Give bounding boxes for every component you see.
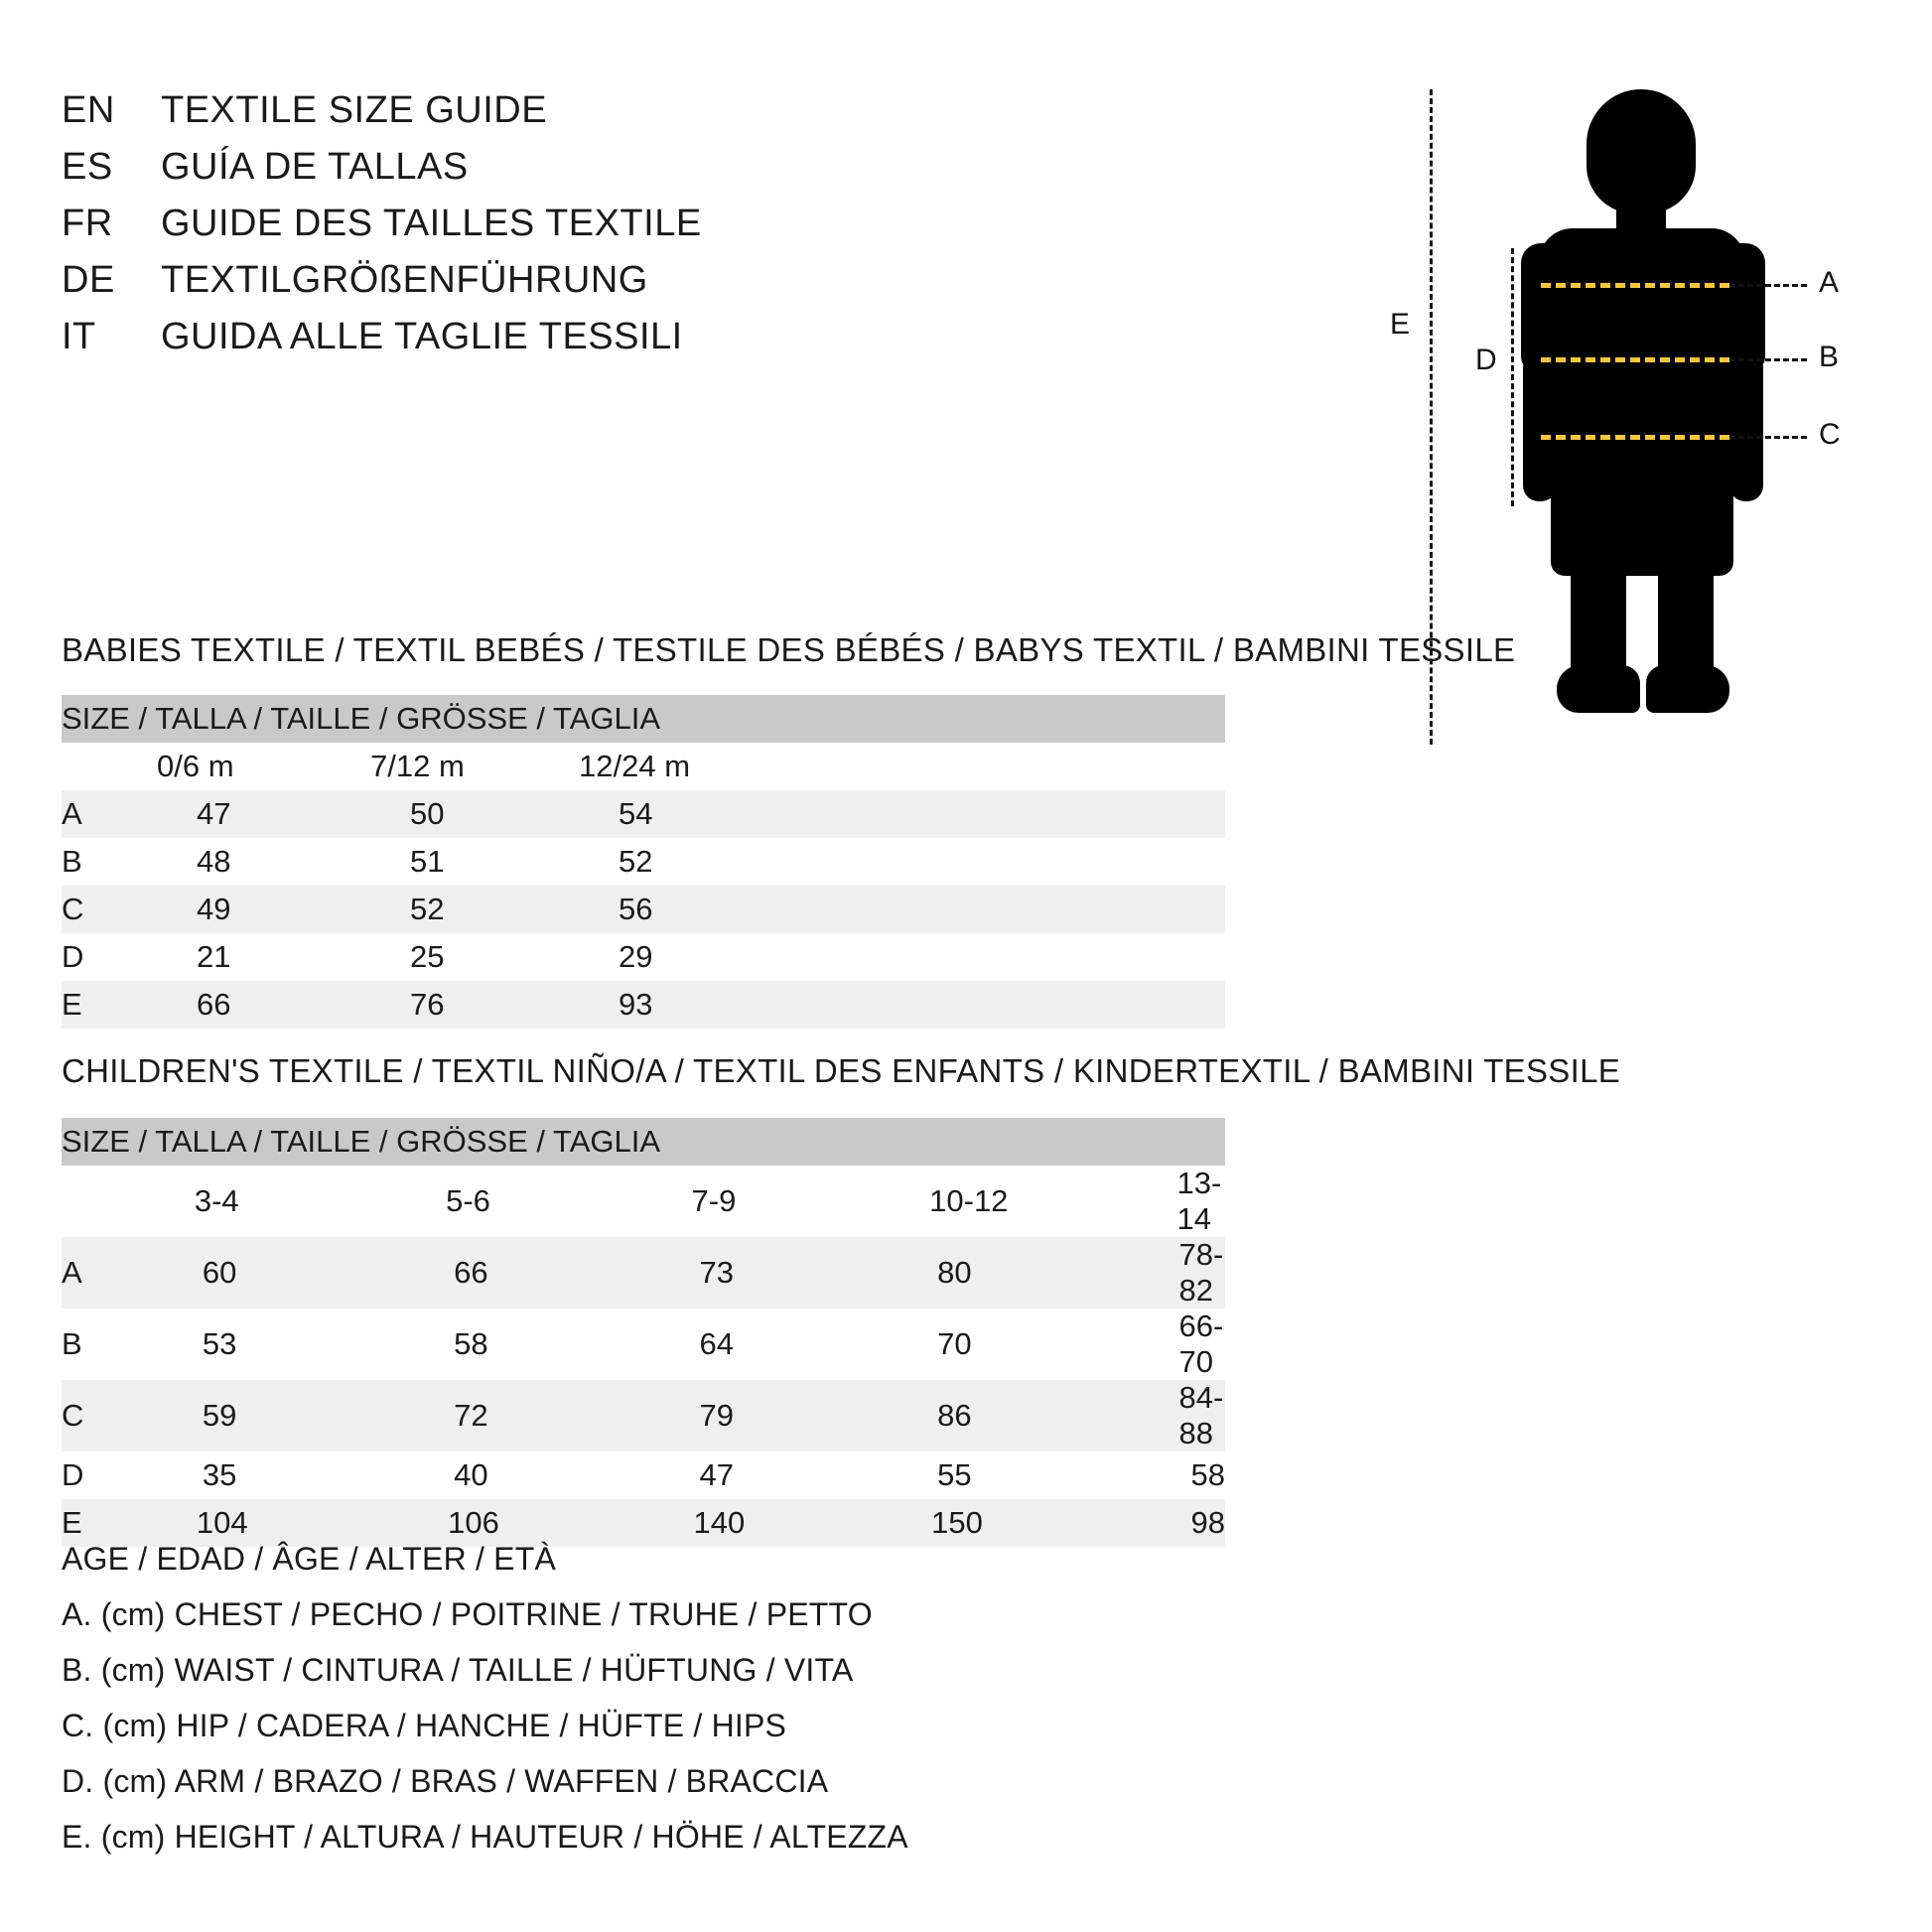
babies-cell: 21 [157, 933, 370, 981]
diagram-label-b: B [1819, 341, 1840, 373]
language-row [62, 89, 1154, 146]
legend-line-b: B. (cm) WAIST / CINTURA / TAILLE / HÜFTUNG / VITA [62, 1652, 854, 1688]
children-cell: 70 [890, 1309, 1137, 1380]
children-table-band-label: SIZE / TALLA / TAILLE / GRÖSSE / TAGLIA [62, 1118, 1225, 1166]
language-row [62, 203, 1154, 259]
children-cell: 86 [890, 1380, 1137, 1451]
silhouette-shorts-gap [1499, 69, 1523, 115]
children-row-label: C [62, 1380, 155, 1451]
silhouette-arm-right [1729, 352, 1763, 501]
diagram-label-d: D [1475, 344, 1497, 376]
children-row-label: A [62, 1237, 155, 1309]
children-cell: 64 [652, 1309, 891, 1380]
hip-measure-line [1541, 435, 1729, 440]
language-code: EN [62, 89, 115, 131]
children-cell: 53 [155, 1309, 406, 1380]
language-title: TEXTILE SIZE GUIDE [161, 89, 548, 131]
children-cell: 84-88 [1138, 1380, 1225, 1451]
children-cell: 140 [652, 1499, 891, 1547]
children-cell: 66-70 [1138, 1309, 1225, 1380]
children-size-table [62, 1118, 1225, 1547]
silhouette-shoe-right [1646, 665, 1729, 713]
children-cell: 78-82 [1138, 1237, 1225, 1309]
babies-column-header: 7/12 m [370, 743, 579, 790]
language-code: IT [62, 316, 96, 357]
babies-cell: 49 [157, 886, 370, 933]
table-row [62, 1309, 1225, 1380]
children-table-band-row [62, 1118, 1225, 1166]
babies-column-header: 0/6 m [157, 743, 370, 790]
waist-measure-line [1541, 357, 1729, 362]
children-cell: 59 [155, 1380, 406, 1451]
babies-cell: 54 [579, 790, 1225, 838]
language-code: FR [62, 203, 113, 244]
children-cell: 104 [155, 1499, 406, 1547]
children-cell: 58 [1138, 1451, 1225, 1499]
children-column-header: 5-6 [406, 1166, 651, 1237]
table-row [62, 886, 1225, 933]
children-table-column-row [62, 1166, 1225, 1237]
children-cell: 72 [406, 1380, 651, 1451]
babies-cell: 56 [579, 886, 1225, 933]
babies-cell: 66 [157, 981, 370, 1029]
babies-cell: 51 [370, 838, 579, 886]
babies-cell: 29 [579, 933, 1225, 981]
table-row [62, 1237, 1225, 1309]
language-title: GUIDA ALLE TAGLIE TESSILI [161, 316, 683, 357]
children-cell: 35 [155, 1451, 406, 1499]
babies-cell: 50 [370, 790, 579, 838]
chest-leader-line [1729, 284, 1807, 287]
measurement-legend [62, 1541, 1451, 1874]
children-cell: 60 [155, 1237, 406, 1309]
language-title: GUIDE DES TAILLES TEXTILE [161, 203, 702, 244]
silhouette-head [1587, 89, 1696, 213]
babies-column-corner [62, 743, 157, 790]
babies-table-column-row [62, 743, 1225, 790]
language-title-block [62, 89, 1154, 372]
babies-row-label: A [62, 790, 157, 838]
children-column-header: 3-4 [155, 1166, 406, 1237]
babies-cell: 47 [157, 790, 370, 838]
babies-cell: 52 [370, 886, 579, 933]
children-column-header: 13-14 [1138, 1166, 1225, 1237]
children-cell: 40 [406, 1451, 651, 1499]
children-cell: 98 [1138, 1499, 1225, 1547]
children-section-title: CHILDREN'S TEXTILE / TEXTIL NIÑO/A / TEXTIL DES ENFANTS / KINDERTEXTIL / BAMBINI TESSILE [62, 1052, 1621, 1089]
children-row-label: E [62, 1499, 155, 1547]
diagram-label-a: A [1819, 266, 1840, 299]
babies-cell: 52 [579, 838, 1225, 886]
table-row [62, 1380, 1225, 1451]
legend-line-d: D. (cm) ARM / BRAZO / BRAS / WAFFEN / BRACCIA [62, 1763, 829, 1799]
diagram-label-c: C [1819, 418, 1841, 451]
table-row [62, 933, 1225, 981]
babies-cell: 48 [157, 838, 370, 886]
babies-column-header: 12/24 m [579, 743, 1225, 790]
children-cell: 80 [890, 1237, 1137, 1309]
children-column-header: 7-9 [652, 1166, 891, 1237]
legend-line-a: A. (cm) CHEST / PECHO / POITRINE / TRUHE / PETTO [62, 1596, 873, 1632]
chest-measure-line [1541, 283, 1729, 288]
babies-section-title: BABIES TEXTILE / TEXTIL BEBÉS / TESTILE DES BÉBÉS / BABYS TEXTIL / BAMBINI TESSILE [62, 631, 1516, 668]
babies-table-band-row [62, 695, 1225, 743]
children-column-corner [62, 1166, 155, 1237]
babies-row-label: B [62, 838, 157, 886]
children-row-label: D [62, 1451, 155, 1499]
legend-line-c: C. (cm) HIP / CADERA / HANCHE / HÜFTE / HIPS [62, 1708, 787, 1743]
language-row [62, 259, 1154, 316]
diagram-label-e: E [1390, 308, 1411, 341]
babies-row-label: E [62, 981, 157, 1029]
babies-cell: 76 [370, 981, 579, 1029]
children-cell: 55 [890, 1451, 1137, 1499]
babies-size-table [62, 695, 1225, 1029]
language-title: TEXTILGRÖßENFÜHRUNG [161, 259, 648, 301]
children-cell: 58 [406, 1309, 651, 1380]
table-row [62, 790, 1225, 838]
language-row [62, 146, 1154, 203]
table-row [62, 838, 1225, 886]
table-row [62, 1451, 1225, 1499]
children-cell: 106 [406, 1499, 651, 1547]
children-cell: 150 [890, 1499, 1137, 1547]
hip-leader-line [1729, 436, 1807, 439]
table-row [62, 1499, 1225, 1547]
babies-cell: 25 [370, 933, 579, 981]
legend-line-e: E. (cm) HEIGHT / ALTURA / HAUTEUR / HÖHE / ALTEZZA [62, 1819, 908, 1855]
language-code: ES [62, 146, 113, 188]
language-title: GUÍA DE TALLAS [161, 146, 469, 188]
babies-row-label: D [62, 933, 157, 981]
silhouette-shorts [1551, 467, 1733, 576]
children-cell: 66 [406, 1237, 651, 1309]
waist-leader-line [1729, 358, 1807, 361]
children-cell: 73 [652, 1237, 891, 1309]
babies-row-label: C [62, 886, 157, 933]
babies-cell: 93 [579, 981, 1225, 1029]
legend-line-age: AGE / EDAD / ÂGE / ALTER / ETÀ [62, 1541, 556, 1577]
table-row [62, 981, 1225, 1029]
silhouette-shoe-left [1557, 665, 1640, 713]
children-row-label: B [62, 1309, 155, 1380]
language-row [62, 316, 1154, 372]
child-silhouette [1499, 69, 1787, 745]
children-cell: 47 [652, 1451, 891, 1499]
language-code: DE [62, 259, 115, 301]
babies-table-band-label: SIZE / TALLA / TAILLE / GRÖSSE / TAGLIA [62, 695, 1225, 743]
children-cell: 79 [652, 1380, 891, 1451]
children-column-header: 10-12 [890, 1166, 1137, 1237]
